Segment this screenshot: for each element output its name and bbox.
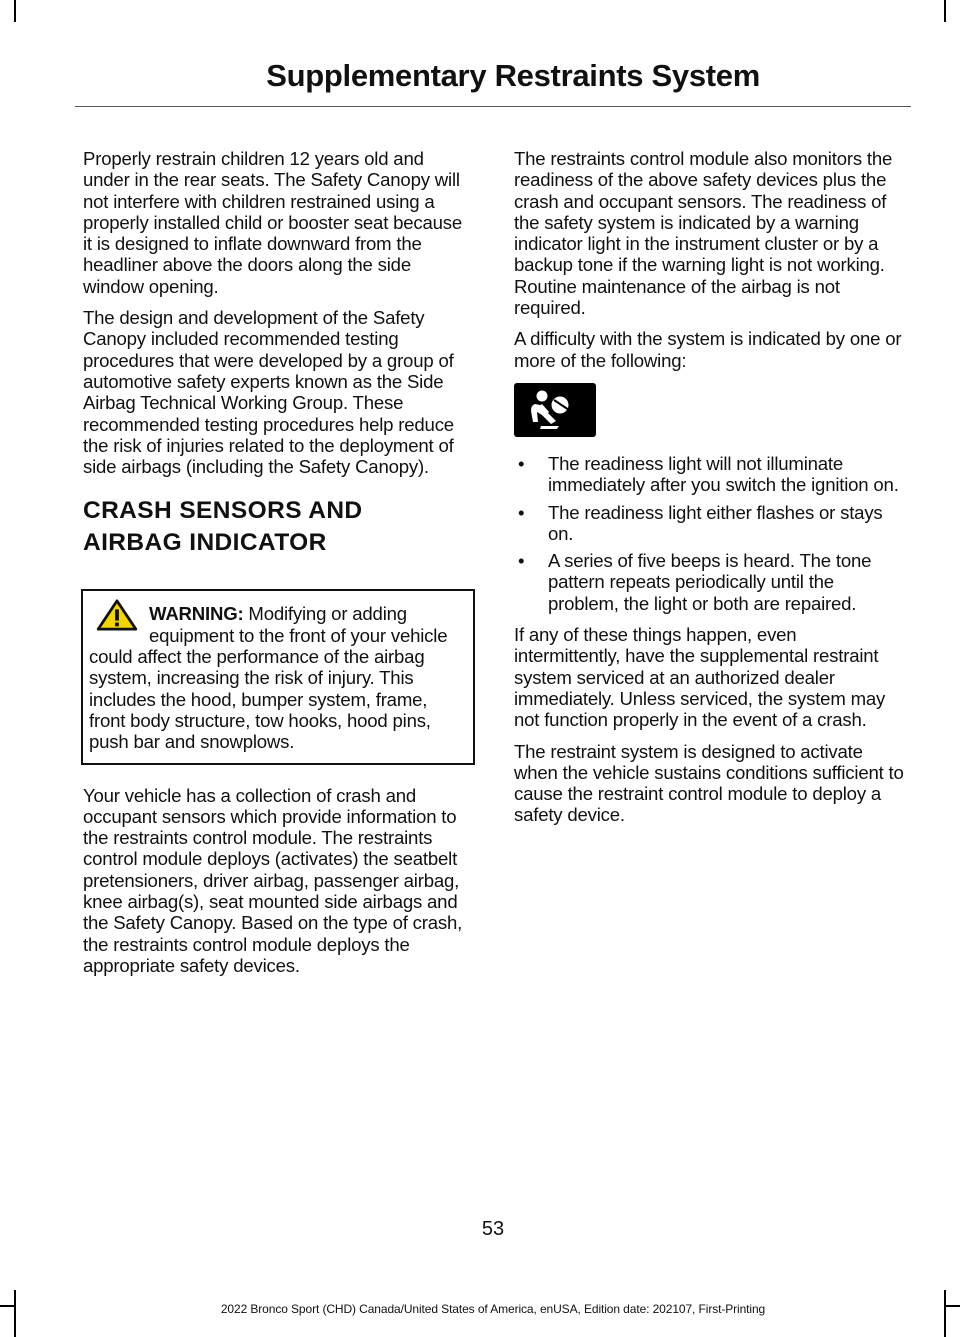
paragraph: Your vehicle has a collection of crash and occupant sensors which provide information to the restraints control module. The restraints control module deploys (activates) the seatbelt pretensioners, driver airbag, passenger airbag, knee airbag(s), seat mounted side airbags and the Safety Canopy. Based on the type of crash, the restraints control module deploys the appropriate safety devices. [83,784,463,976]
airbag-indicator-icon [514,383,596,437]
bullet-dot: • [518,550,525,572]
right-column [514,148,904,836]
list-item [514,550,904,614]
list-item [514,502,904,545]
left-column [83,148,473,986]
paragraph: A difficulty with the system is indicated by one or more of the following: [514,328,902,371]
warning-text: Modifying or adding equipment to the front of your vehicle could affect the performance of the airbag system, increasing the risk of injury. This includes the hood, bumper system, frame, front body structure, tow hooks, hood pins, push bar and snowplows. [89,603,448,753]
footer-edition-info: 2022 Bronco Sport (CHD) Canada/United States of America, enUSA, Edition date: 202107, First-Printing [220,1302,766,1316]
paragraph: The design and development of the Safety Canopy included recommended testing procedures that were developed by a group of automotive safety experts known as the Side Airbag Technical Working Group. These recommended testing procedures help reduce the risk of injuries related to the deployment of side airbags (including the Safety Canopy). [83,307,454,478]
section-heading [83,495,473,559]
header-divider [75,106,911,107]
bullet-dot: • [518,452,525,474]
list-item-text: The readiness light either flashes or stays on. [548,501,883,544]
warning-box [81,589,475,764]
paragraph: The restraint system is designed to activate when the vehicle sustains conditions sufficient to cause the restraint control module to deploy a safety device. [514,740,904,826]
bullet-dot: • [518,501,525,523]
airbag-person-icon [525,388,585,432]
crop-mark [14,0,16,22]
paragraph: The restraints control module also monitors the readiness of the above safety devices plus the crash and occupant sensors. The readiness of the safety system is indicated by a warning indicator light in the instrument cluster or by a backup tone if the warning light is not working. Routine maintenance of the airbag is not required. [514,148,893,319]
warning-label: WARNING: [149,603,244,625]
crop-mark [944,0,946,22]
paragraph: If any of these things happen, even intermittently, have the supplemental restraint system serviced at an authorized dealer immediately. Unless serviced, the system may not function properly in the event of a crash. [514,624,886,731]
symptom-list [514,453,904,614]
page-title: Supplementary Restraints System [266,58,760,93]
heading-line: CRASH SENSORS AND [83,497,363,525]
list-item-text: The readiness light will not illuminate immediately after you switch the ignition on. [548,452,899,496]
warning-triangle-icon [95,599,139,631]
list-item-text: A series of five beeps is heard. The tone pattern repeats periodically until the problem, the light or both are repaired. [548,550,872,614]
paragraph: Properly restrain children 12 years old and under in the rear seats. The Safety Canopy will not interfere with children restrained using a properly installed child or booster seat because it is designed to inflate downward from the headliner above the doors along the side window opening. [83,148,463,297]
list-item [514,453,904,496]
page-number: 53 [481,1218,505,1240]
heading-line: AIRBAG INDICATOR [83,529,327,557]
